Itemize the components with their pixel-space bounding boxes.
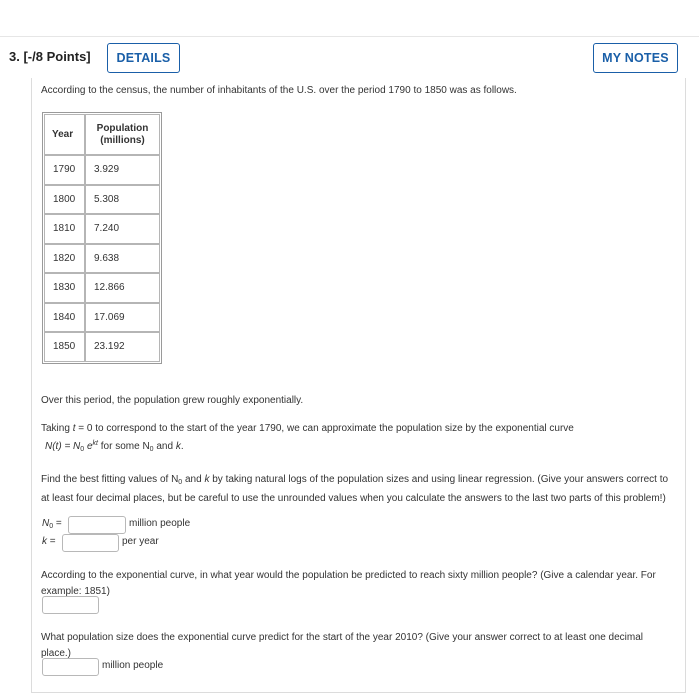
table-row: [44, 244, 160, 274]
population-cell: 5.308: [85, 185, 160, 215]
regression-instructions: Find the best fitting values of $N_0$ and k by taking natural logs of the population sizes and using linear regression. (Give your answers correct to at least four decimal places, but be careful to use the unrounded values when you calculate the answers to the last two parts of this problem!): [41, 474, 669, 504]
question-header: [0, 36, 699, 78]
year-cell: 1830: [44, 273, 85, 303]
points-text: [-/8 Points]: [23, 49, 91, 64]
table-row: [44, 214, 160, 244]
population-header-line2: (millions): [100, 134, 145, 146]
year-cell: 1790: [44, 155, 85, 185]
year-input[interactable]: [42, 596, 99, 614]
population-cell: 9.638: [85, 244, 160, 274]
table-row: [44, 185, 160, 215]
table-row: [44, 155, 160, 185]
population-header-line1: Population: [96, 122, 149, 134]
year-column-header: Year: [44, 114, 85, 155]
table-row: [44, 273, 160, 303]
details-button[interactable]: DETAILS: [107, 43, 180, 73]
n0-input[interactable]: [68, 516, 126, 534]
population-column-header: [85, 114, 160, 155]
year-cell: 1810: [44, 214, 85, 244]
year-question: According to the exponential curve, in what year would the population be predicted to reach sixty million people? (Give a calendar year. For example: 1851): [41, 570, 656, 597]
my-notes-button[interactable]: MY NOTES: [593, 43, 678, 73]
population-cell: 23.192: [85, 332, 160, 362]
growth-statement: Over this period, the population grew roughly exponentially.: [41, 395, 304, 406]
census-table: [42, 112, 162, 364]
k-input[interactable]: [62, 534, 119, 552]
table-row: [44, 303, 160, 333]
population-2010-question: What population size does the exponential curve predict for the start of the year 2010? (Give your answer correct to at least one decimal place.): [41, 632, 643, 659]
table-header-row: [44, 114, 160, 155]
year-cell: 1840: [44, 303, 85, 333]
population-2010-input[interactable]: [42, 658, 99, 676]
intro-text: According to the census, the number of inhabitants of the U.S. over the period 1790 to 1850 was as follows.: [41, 85, 517, 96]
year-cell: 1820: [44, 244, 85, 274]
n0-unit: million people: [129, 518, 191, 529]
n0-label: $N_0$ =: [42, 518, 62, 530]
population-2010-unit: million people: [102, 660, 164, 671]
year-cell: 1850: [44, 332, 85, 362]
year-cell: 1800: [44, 185, 85, 215]
model-statement: Taking t = 0 to correspond to the start of the year 1790, we can approximate the population size by the exponential curve $N(t) = N_0$ $e^{kt}$ for some $N_0$ and k.: [41, 423, 574, 453]
question-number: [9, 49, 91, 64]
population-cell: 7.240: [85, 214, 160, 244]
k-label: k =: [42, 536, 56, 547]
table-row: [44, 332, 160, 362]
population-cell: 12.866: [85, 273, 160, 303]
population-cell: 3.929: [85, 155, 160, 185]
population-cell: 17.069: [85, 303, 160, 333]
question-number-text: 3.: [9, 49, 20, 64]
k-unit: per year: [122, 536, 159, 547]
